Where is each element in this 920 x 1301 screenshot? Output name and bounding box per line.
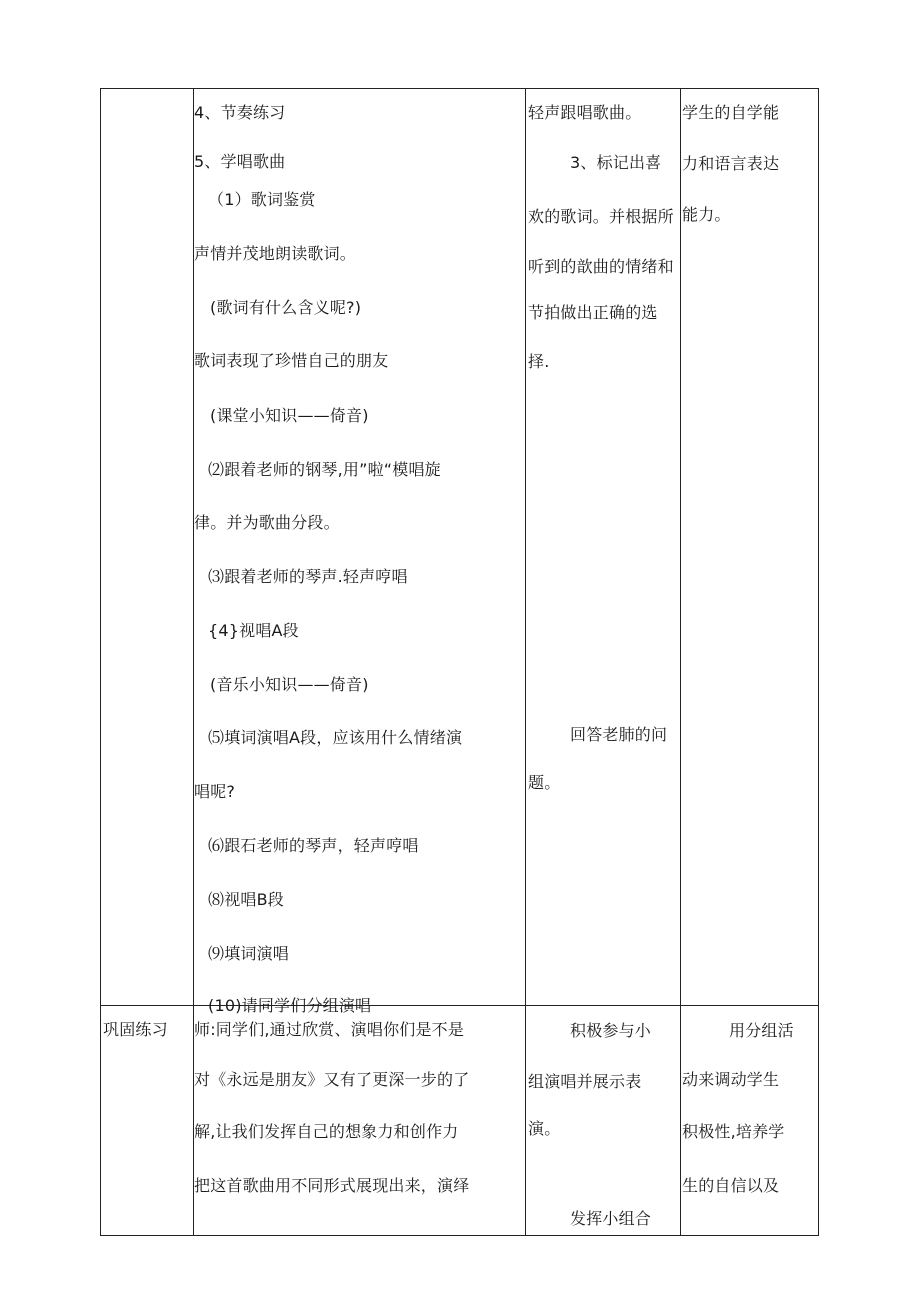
text-line: 唱呢? [194,782,236,801]
text-line: 对《永远是朋友》又有了更深一步的了 [194,1070,470,1089]
text-line: 用分组活 [729,1021,794,1040]
text-line: （1）歌词鉴赏 [208,190,316,209]
text-line: {4}视唱A段 [208,621,299,640]
text-line: 师:同学们,通过欣赏、演唱你们是不是 [194,1020,465,1039]
text-line: (课堂小知识——倚音) [210,406,369,425]
text-line: (音乐小知识——倚音) [210,675,369,694]
row1-stage-cell [101,89,193,1005]
lesson-plan-table [100,88,819,1236]
text-line: 节拍做出正确的选 [528,303,658,322]
text-line: ⑼填词演唱 [208,944,290,963]
row2-student-activity-cell [526,1006,680,1236]
text-line: 积极参与小 [570,1021,652,1040]
text-line: 演。 [528,1119,561,1138]
row1-student-activity-cell [526,89,680,1005]
text-line: (10)请同学们分组演唱 [208,996,372,1015]
text-line: 积极性,培养学 [682,1122,785,1141]
text-line: ⑶跟着老师的琴声.轻声哼唱 [208,567,408,586]
text-line: 轻声跟唱歌曲。 [528,103,642,122]
text-line: 发挥小组合 [570,1209,652,1228]
text-line: 解,让我们发挥自己的想象力和创作力 [194,1122,459,1141]
row2-stage-cell [101,1006,193,1236]
text-line: 学生的自学能 [682,103,780,122]
text-line: 律。并为歌曲分段。 [194,513,340,532]
text-line: 3、标记出喜 [570,153,662,172]
row1-design-intent-cell [681,89,819,1005]
text-line: ⑻视唱B段 [208,890,284,909]
text-line: 组演唱并展示表 [528,1072,642,1091]
text-line: 动来调动学生 [682,1070,780,1089]
text-line: 回答老肺的问 [570,725,668,744]
text-line: 力和语言表达 [682,154,780,173]
text-line: 把这首歌曲用不同形式展现出来，演绎 [194,1176,470,1195]
text-line: ⑹跟石老师的琴声，轻声哼唱 [208,836,419,855]
text-line: 欢的歌词。并根据所 [528,207,674,226]
text-line: 4、节奏练习 [194,103,286,122]
text-line: 歌词表现了珍惜自己的朋友 [194,351,389,370]
row1-teacher-activity-cell [194,89,525,1015]
text-line: 声情并茂地朗读歌词。 [194,244,357,263]
text-line: 能力。 [682,205,731,224]
row2-design-intent-cell [681,1006,819,1236]
text-line: 择. [528,352,550,371]
text-line: 5、学唱歌曲 [194,152,286,171]
text-line: 听到的歆曲的情绪和 [528,257,674,276]
text-line: (歌词有什么含义呢?) [210,298,362,317]
stage-label: 巩固练习 [103,1020,168,1039]
row2-teacher-activity-cell [194,1006,525,1236]
text-line: ⑸填词演唱A段，应该用什么情绪演 [208,728,463,747]
text-line: 生的自信以及 [682,1176,780,1195]
text-line: 题。 [528,773,561,792]
text-line: ⑵跟着老师的钢琴,用”啦“模唱旋 [208,460,441,479]
